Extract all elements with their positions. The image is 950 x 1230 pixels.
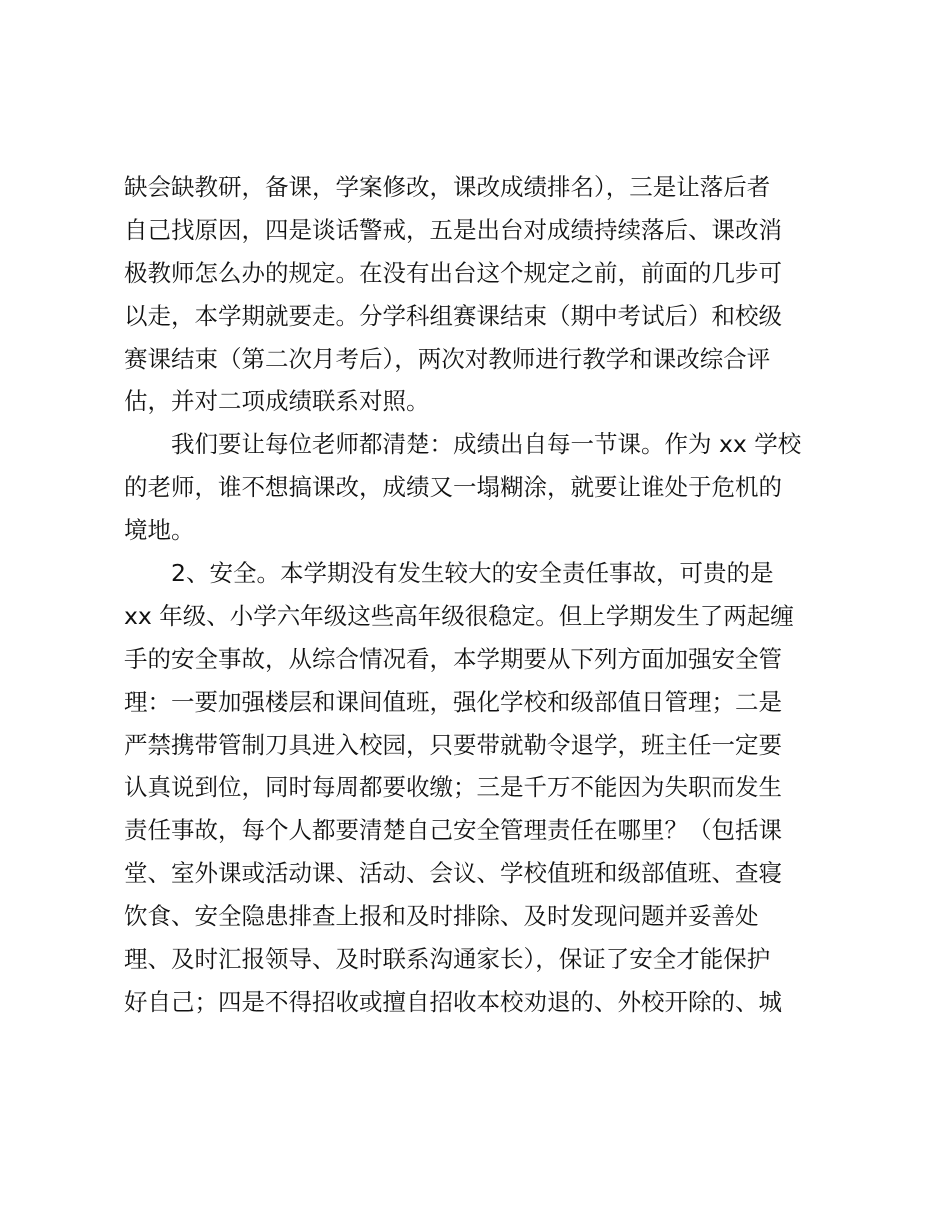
text-line: 极教师怎么办的规定。在没有出台这个规定之前，前面的几步可 [124,258,782,287]
text-line: 境地。 [124,516,195,545]
text-line: 手的安全事故，从综合情况看，本学期要从下列方面加强安全管 [124,644,782,673]
text-line: 自己找原因，四是谈话警戒，五是出台对成绩持续落后、课改消 [124,215,782,244]
text-line: xx 年级、小学六年级这些高年级很稳定。但上学期发生了两起缠 [124,601,794,630]
text-line: 2、安全。本学期没有发生较大的安全责任事故，可贵的是 [171,559,774,588]
text-line: 堂、室外课或活动课、活动、会议、学校值班和级部值班、查寝 [124,859,782,888]
text-line: 以走，本学期就要走。分学科组赛课结束（期中考试后）和校级 [124,301,782,330]
text-line: 好自己；四是不得招收或擅自招收本校劝退的、外校开除的、城 [124,987,782,1016]
text-line: 我们要让每位老师都清楚：成绩出自每一节课。作为 xx 学校 [171,430,802,459]
text-line: 理：一要加强楼层和课间值班，强化学校和级部值日管理；二是 [124,687,782,716]
text-line: 严禁携带管制刀具进入校园，只要带就勒令退学，班主任一定要 [124,730,782,759]
text-line: 赛课结束（第二次月考后），两次对教师进行教学和课改综合评 [124,344,771,373]
text-line: 估，并对二项成绩联系对照。 [124,387,430,416]
text-line: 认真说到位，同时每周都要收缴；三是千万不能因为失职而发生 [124,773,782,802]
text-line: 饮食、安全隐患排查上报和及时排除、及时发现问题并妥善处 [124,902,759,931]
body-text [124,166,836,1024]
text-line: 缺会缺教研，备课，学案修改，课改成绩排名），三是让落后者 [124,173,771,201]
text-line: 理、及时汇报领导、及时联系沟通家长），保证了安全才能保护 [124,945,771,974]
text-line: 的老师，谁不想搞课改，成绩又一塌糊涂，就要让谁处于危机的 [124,473,782,502]
text-line: 责任事故，每个人都要清楚自己安全管理责任在哪里？（包括课 [124,816,782,845]
